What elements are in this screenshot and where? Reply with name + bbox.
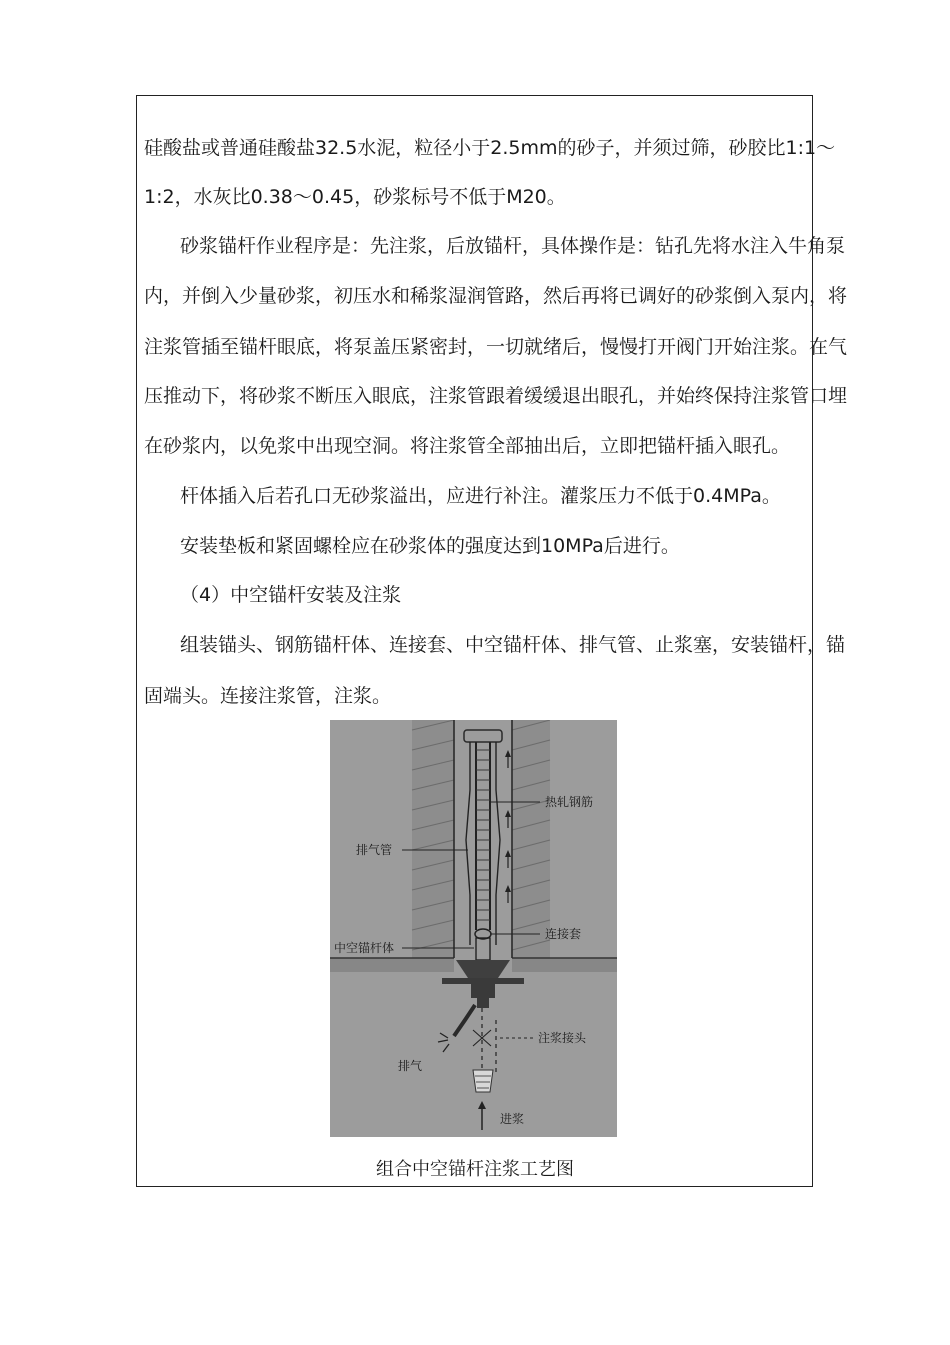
paragraph-line-2: 1:2，水灰比0.38～0.45，砂浆标号不低于M20。 <box>144 186 566 208</box>
rock-wall-left <box>412 720 454 970</box>
label-exhaust-pipe: 排气管 <box>356 843 393 857</box>
anchor-diagram-figure <box>330 720 617 1137</box>
paragraph-line-1: 硅酸盐或普通硅酸盐32.5水泥，粒径小于2.5mm的砂子，并须过筛，砂胶比1:1～ <box>144 137 836 159</box>
inlet-arrow <box>478 1101 486 1130</box>
label-connector: 连接套 <box>545 927 582 941</box>
plate-and-nut <box>442 960 524 1008</box>
paragraph-line-11: 组装锚头、钢筋锚杆体、连接套、中空锚杆体、排气管、止浆塞，安装锚杆，锚 <box>180 634 846 656</box>
exhaust-outlet <box>438 1005 475 1052</box>
grout-line <box>473 1008 535 1080</box>
grout-nozzle <box>473 1070 493 1092</box>
anchor-diagram <box>330 720 617 1137</box>
figure-caption: 组合中空锚杆注浆工艺图 <box>376 1159 574 1180</box>
label-rebar: 热轧钢筋 <box>545 795 594 809</box>
paragraph-line-9: 安装垫板和紧固螺栓应在砂浆体的强度达到10MPa后进行。 <box>180 535 680 557</box>
paragraph-line-3: 砂浆锚杆作业程序是：先注浆，后放锚杆，具体操作是：钻孔先将水注入牛角泵 <box>180 235 846 257</box>
paragraph-line-5: 注浆管插至锚杆眼底，将泵盖压紧密封，一切就绪后，慢慢打开阀门开始注浆。在气 <box>144 336 848 358</box>
rebar <box>476 742 490 930</box>
connector-sleeve <box>475 929 491 960</box>
label-grout-joint: 注浆接头 <box>538 1031 587 1045</box>
borehole <box>454 720 512 958</box>
label-hollow-body: 中空锚杆体 <box>334 941 395 955</box>
flow-arrows <box>505 750 511 903</box>
paragraph-line-6: 压推动下，将砂浆不断压入眼底，注浆管跟着缓缓退出眼孔，并始终保持注浆管口埋 <box>144 385 848 407</box>
paragraph-line-7: 在砂浆内，以免浆中出现空洞。将注浆管全部抽出后，立即把锚杆插入眼孔。 <box>144 435 791 457</box>
section-heading: （4）中空锚杆安装及注浆 <box>180 584 402 606</box>
paragraph-line-4: 内，并倒入少量砂浆，初压水和稀浆湿润管路，然后再将已调好的砂浆倒入泵内，将 <box>144 285 848 307</box>
label-exhaust: 排气 <box>398 1059 423 1073</box>
paragraph-line-8: 杆体插入后若孔口无砂浆溢出，应进行补注。灌浆压力不低于0.4MPa。 <box>180 485 781 507</box>
label-grout-in: 进浆 <box>500 1112 525 1126</box>
exhaust-pipe <box>466 742 500 945</box>
paragraph-line-12: 固端头。连接注浆管，注浆。 <box>144 685 392 707</box>
